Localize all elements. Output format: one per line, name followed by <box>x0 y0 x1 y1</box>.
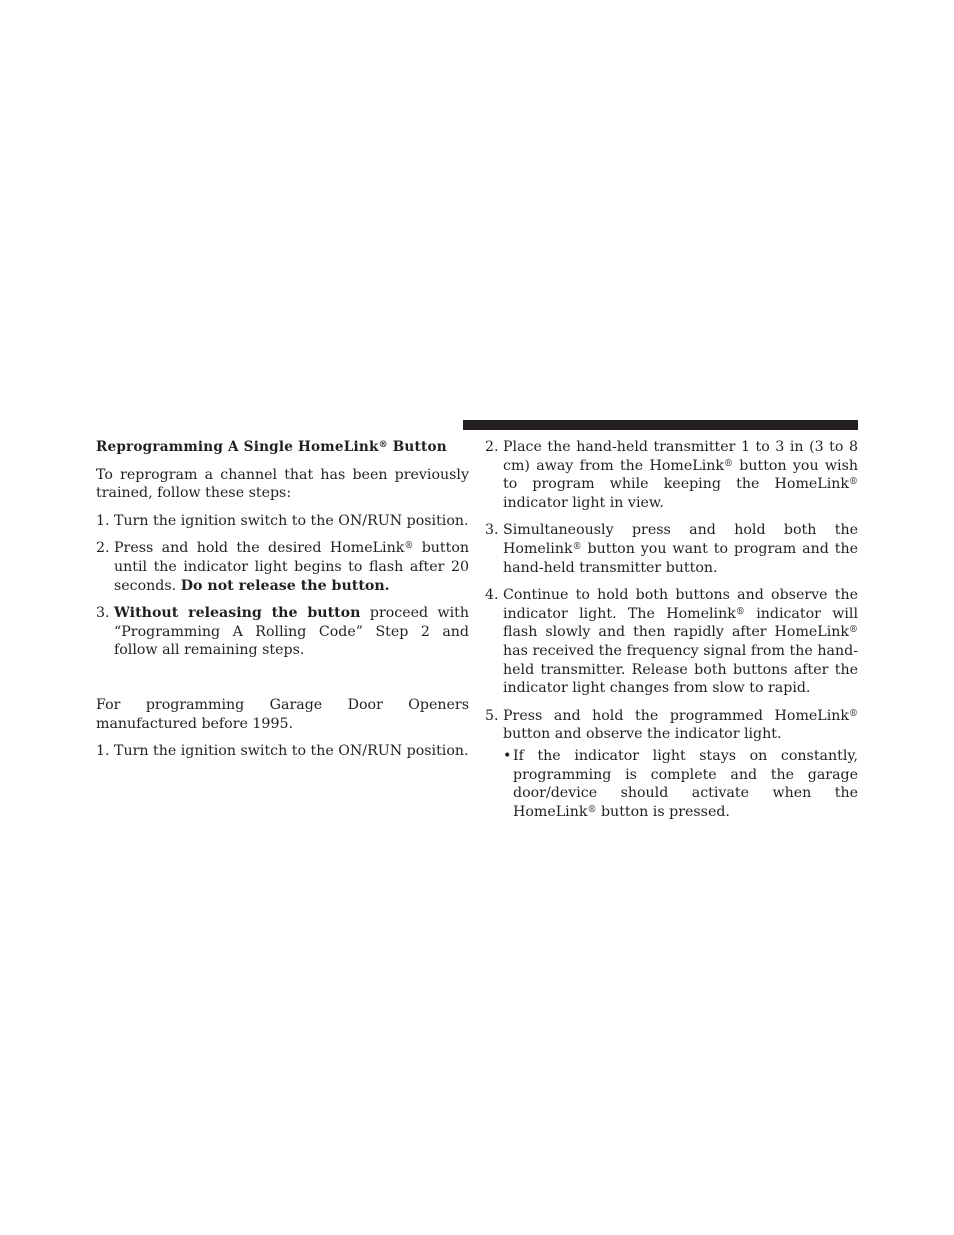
registered-mark: ® <box>849 708 858 719</box>
step-number: 1. <box>96 512 110 529</box>
step-text: Simultaneously press and hold both the Homelink® button you want to program and the hand-held transmitter button. <box>503 522 858 576</box>
registered-mark: ® <box>572 541 582 552</box>
garage-step-1 <box>96 742 469 761</box>
registered-mark: ® <box>723 458 733 469</box>
reprogram-step-3 <box>96 604 469 660</box>
step-text: Place the hand-held transmitter 1 to 3 in (3 to 8 cm) away from the HomeLink® button you wish to program while keeping the HomeLink® indicator light in view. <box>503 439 858 511</box>
garage-step-5 <box>485 707 858 744</box>
step-number: 3. <box>96 605 110 622</box>
emphasis-text: Without releasing the button <box>114 605 361 622</box>
bullet-marker: • <box>503 747 512 764</box>
registered-mark: ® <box>378 440 388 450</box>
garage-step-3 <box>485 521 858 577</box>
step-text: Continue to hold both buttons and observe the indicator light. The Homelink® indicator will flash slowly and then rapidly after HomeLink® has received the frequency signal from the hand-held transmitter. Release both buttons after the indicator light changes from slow to rapid. <box>503 587 859 697</box>
registered-mark: ® <box>404 541 414 552</box>
step-number: 3. <box>485 522 499 539</box>
step-5-bullet <box>485 747 858 821</box>
left-column <box>96 438 469 770</box>
step-text: Without releasing the button proceed with “Programming A Rolling Code” Step 2 and follow all remaining steps. <box>114 605 469 659</box>
section-header-bar <box>463 420 858 430</box>
section-heading: Reprogramming A Single HomeLink® Button <box>96 439 447 455</box>
registered-mark: ® <box>849 625 858 636</box>
step-number: 4. <box>485 587 499 604</box>
bullet-text: If the indicator light stays on constantly, programming is complete and the garage door/device should activate when the HomeLink® button is pressed. <box>513 747 858 820</box>
step-number: 1. <box>96 743 110 760</box>
step-text: Press and hold the programmed HomeLink® button and observe the indicator light. <box>503 707 858 743</box>
step-text: Turn the ignition switch to the ON/RUN position. <box>114 743 469 760</box>
step-number: 2. <box>485 439 499 455</box>
garage-step-4 <box>485 586 858 698</box>
step-text: Turn the ignition switch to the ON/RUN position. <box>114 512 469 529</box>
reprogram-step-2 <box>96 539 469 595</box>
registered-mark: ® <box>849 477 858 488</box>
step-text: Press and hold the desired HomeLink® button until the indicator light begins to flash after 20 seconds. Do not release the button. <box>114 540 470 594</box>
intro-paragraph: To reprogram a channel that has been previously trained, follow these steps: <box>96 466 469 502</box>
registered-mark: ® <box>587 804 597 815</box>
reprogram-step-1 <box>96 512 469 531</box>
step-number: 5. <box>485 707 499 724</box>
right-column <box>485 438 858 821</box>
registered-mark: ® <box>735 606 745 617</box>
spacer <box>96 669 469 696</box>
warning-text: Do not release the button. <box>180 577 390 594</box>
garage-step-2 <box>485 438 858 512</box>
step-number: 2. <box>96 540 110 557</box>
garage-intro-paragraph: For programming Garage Door Openers manufactured before 1995. <box>96 696 469 732</box>
